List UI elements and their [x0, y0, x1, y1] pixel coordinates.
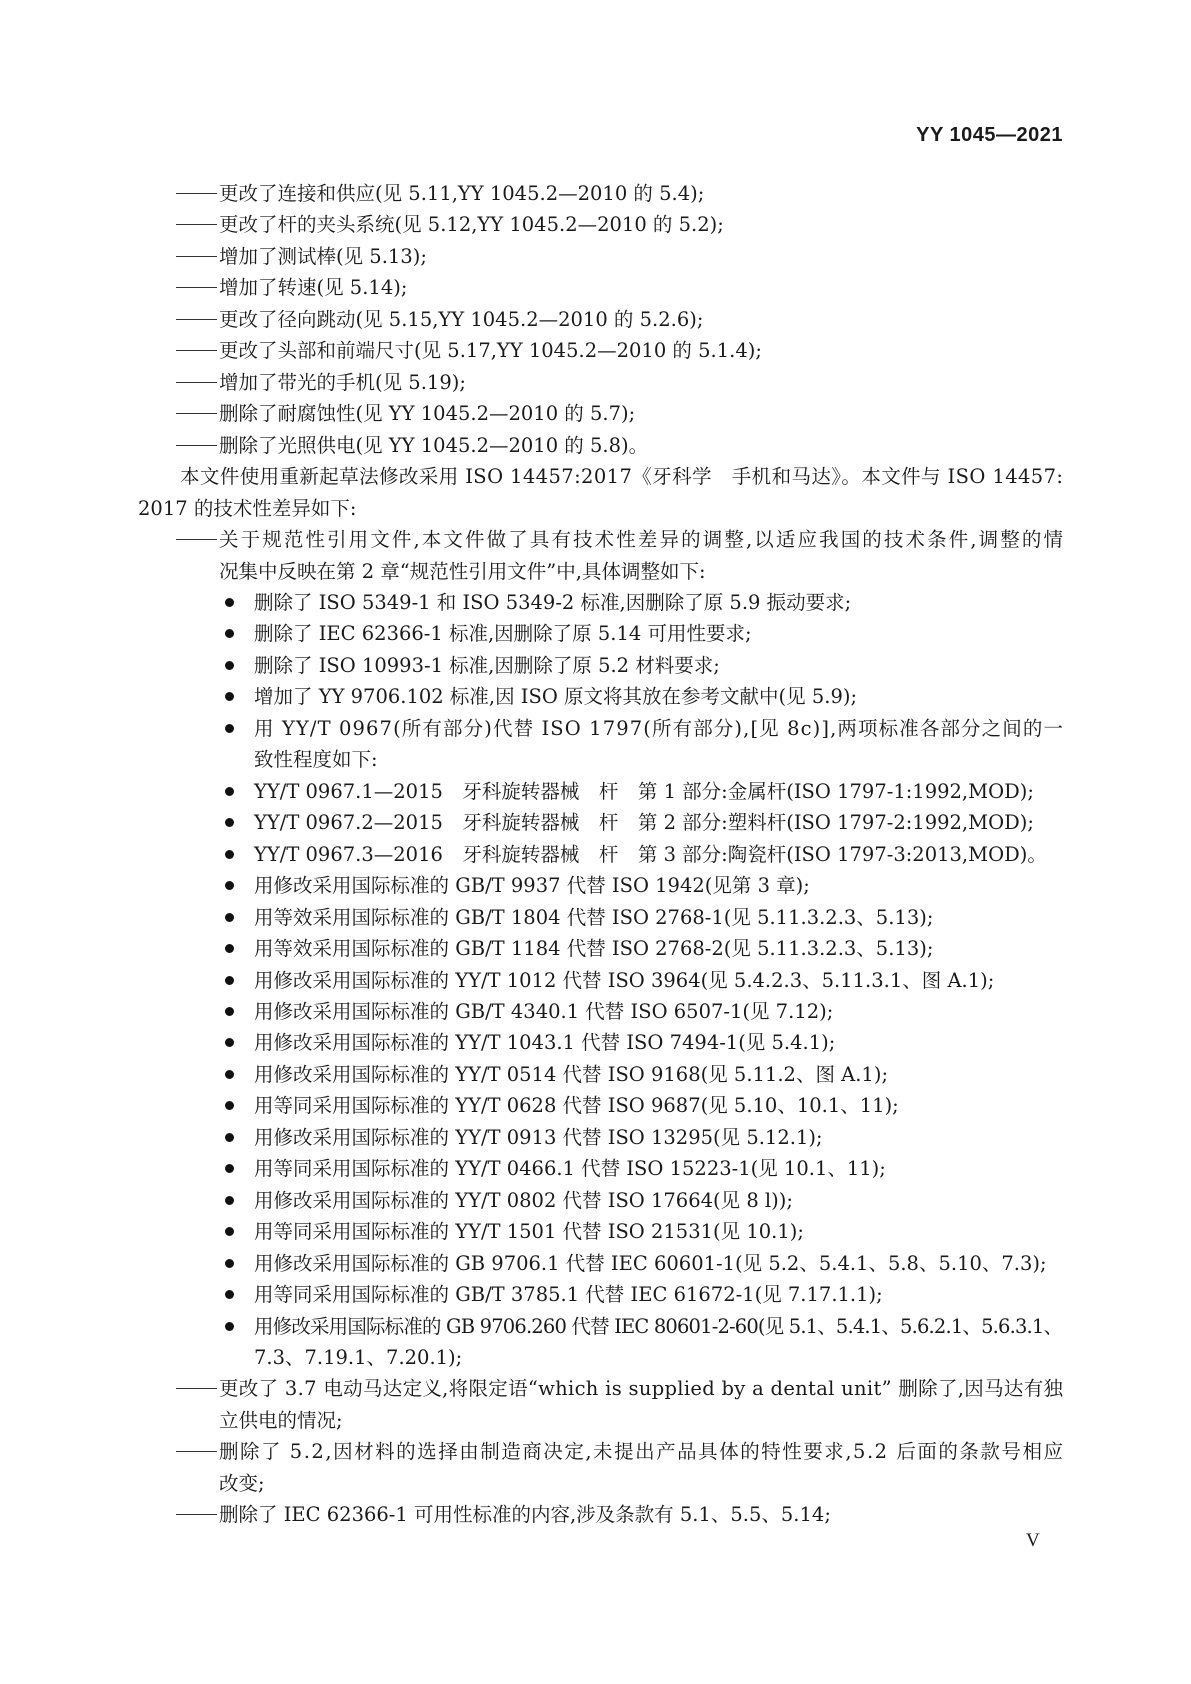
line-text: 用等同采用国际标准的 YY/T 1501 代替 ISO 21531(见 10.1);: [254, 1220, 804, 1244]
bullet-item: [254, 713, 1063, 744]
bullet-icon: [225, 976, 234, 985]
bullet-item: [254, 1122, 1063, 1153]
bullet-icon: [225, 1227, 234, 1236]
line-text: 更改了杆的夹头系统(见 5.12,YY 1045.2—2010 的 5.2);: [219, 213, 724, 237]
bullet-item: [254, 1153, 1063, 1184]
line-text: YY/T 0967.1—2015 牙科旋转器械 杆 第 1 部分:金属杆(ISO 1797-1:1992,MOD);: [254, 779, 1034, 803]
bullet-item: [254, 965, 1063, 996]
bullet-icon: [225, 881, 234, 890]
dash-marker-icon: [176, 1388, 217, 1389]
bullet-item: [254, 1248, 1063, 1279]
bullet-icon: [225, 692, 234, 701]
line-text: 关于规范性引用文件,本文件做了具有技术性差异的调整,以适应我国的技术条件,调整的情: [219, 528, 1066, 552]
bullet-item: [254, 1279, 1063, 1310]
line-text: 删除了 ISO 5349-1 和 ISO 5349-2 标准,因删除了原 5.9 振动要求;: [254, 590, 852, 614]
bullet-item: [254, 1027, 1063, 1058]
bullet-icon: [225, 1259, 234, 1268]
bullet-icon: [225, 787, 234, 796]
dash-marker-icon: [176, 1514, 217, 1515]
line-text: 用修改采用国际标准的 GB/T 4340.1 代替 ISO 6507-1(见 7.12);: [254, 999, 834, 1023]
change-list-item: [219, 367, 1063, 398]
bullet-item: [254, 681, 1063, 712]
bullet-item: [254, 1185, 1063, 1216]
bullet-icon: [225, 1070, 234, 1079]
line-text: 用修改采用国际标准的 GB 9706.1 代替 IEC 60601-1(见 5.2、5.4.1、5.8、5.10、7.3);: [254, 1251, 1047, 1275]
line-text: 删除了 ISO 10993-1 标准,因删除了原 5.2 材料要求;: [254, 653, 720, 677]
line-text: YY/T 0967.2—2015 牙科旋转器械 杆 第 2 部分:塑料杆(ISO 1797-2:1992,MOD);: [254, 811, 1034, 835]
bullet-icon: [225, 850, 234, 859]
bullet-item: [254, 618, 1063, 649]
dash-marker-icon: [176, 539, 217, 540]
dash-marker-icon: [176, 445, 217, 446]
bullet-item: [254, 839, 1063, 870]
bullet-icon: [225, 724, 234, 733]
line-text: 增加了测试棒(见 5.13);: [219, 244, 427, 268]
bullet-item: [254, 807, 1063, 838]
line-text: 增加了转速(见 5.14);: [219, 276, 408, 300]
page-number: V: [1026, 1530, 1040, 1551]
bullet-icon: [225, 1133, 234, 1142]
difference-item: [219, 524, 1066, 555]
difference-item: [219, 1405, 1063, 1436]
line-text: 用等同采用国际标准的 YY/T 0628 代替 ISO 9687(见 5.10、10.1、11);: [254, 1094, 899, 1118]
change-list-item: [219, 430, 1063, 461]
change-list-item: [219, 241, 1063, 272]
line-text: 更改了 3.7 电动马达定义,将限定语“which is supplied by a dental unit” 删除了,因马达有独: [219, 1377, 1064, 1401]
bullet-icon: [225, 661, 234, 670]
bullet-icon: [225, 1196, 234, 1205]
dash-marker-icon: [176, 413, 217, 414]
dash-marker-icon: [176, 287, 217, 288]
line-text: YY/T 0967.3—2016 牙科旋转器械 杆 第 3 部分:陶瓷杆(ISO 1797-3:2013,MOD)。: [254, 842, 1047, 866]
bullet-item: [254, 996, 1063, 1027]
line-text: 用修改采用国际标准的 YY/T 0802 代替 ISO 17664(见 8 l));: [254, 1188, 793, 1212]
line-text: 改变;: [219, 1471, 265, 1495]
dash-marker-icon: [176, 1451, 217, 1452]
standard-number-header: YY 1045—2021: [916, 124, 1063, 146]
line-text: 删除了光照供电(见 YY 1045.2—2010 的 5.8)。: [219, 433, 649, 457]
line-text: 更改了头部和前端尺寸(见 5.17,YY 1045.2—2010 的 5.1.4);: [219, 339, 762, 363]
paragraph-line: [138, 493, 1063, 524]
bullet-icon: [225, 1007, 234, 1016]
line-text: 致性程度如下:: [254, 748, 378, 772]
bullet-icon: [225, 913, 234, 922]
line-text: 7.3、7.19.1、7.20.1);: [254, 1346, 463, 1370]
difference-item: [219, 1468, 1063, 1499]
line-text: 删除了 IEC 62366-1 标准,因删除了原 5.14 可用性要求;: [254, 622, 752, 646]
line-text: 用修改采用国际标准的 YY/T 0514 代替 ISO 9168(见 5.11.2、图 A.1);: [254, 1062, 889, 1086]
bullet-item: [254, 870, 1063, 901]
line-text: 用等效采用国际标准的 GB/T 1184 代替 ISO 2768-2(见 5.11.3.2.3、5.13);: [254, 937, 934, 961]
line-text: 更改了连接和供应(见 5.11,YY 1045.2—2010 的 5.4);: [219, 182, 705, 205]
change-list-item: [219, 304, 1063, 335]
line-text: 用等同采用国际标准的 GB/T 3785.1 代替 IEC 61672-1(见 7.17.1.1);: [254, 1283, 883, 1307]
bullet-item: [254, 1216, 1063, 1247]
difference-item: [219, 556, 1063, 587]
line-text: 用修改采用国际标准的 YY/T 1043.1 代替 ISO 7494-1(见 5.4.1);: [254, 1031, 836, 1055]
dash-marker-icon: [176, 193, 217, 194]
dash-marker-icon: [176, 319, 217, 320]
line-text: 用修改采用国际标准的 GB 9706.260 代替 IEC 80601-2-60(见 5.1、5.4.1、5.6.2.1、5.6.3.1、: [254, 1314, 1063, 1338]
bullet-icon: [225, 598, 234, 607]
line-text: 删除了 5.2,因材料的选择由制造商决定,未提出产品具体的特性要求,5.2 后面的条款号相应: [219, 1440, 1065, 1464]
bullet-item: [254, 1342, 1063, 1373]
line-text: 用 YY/T 0967(所有部分)代替 ISO 1797(所有部分),[见 8c)],两项标准各部分之间的一: [254, 716, 1065, 740]
line-text: 用修改采用国际标准的 GB/T 9937 代替 ISO 1942(见第 3 章);: [254, 874, 810, 898]
change-list-item: [219, 398, 1063, 429]
bullet-icon: [225, 1322, 234, 1331]
bullet-item: [254, 1311, 1063, 1342]
bullet-item: [254, 587, 1063, 618]
change-list-item: [219, 209, 1063, 240]
line-text: 删除了 IEC 62366-1 可用性标准的内容,涉及条款有 5.1、5.5、5.14;: [219, 1503, 831, 1527]
bullet-icon: [225, 629, 234, 638]
line-text: 立供电的情况;: [219, 1408, 343, 1432]
difference-item: [219, 1499, 1063, 1530]
dash-marker-icon: [176, 382, 217, 383]
bullet-icon: [225, 818, 234, 827]
bullet-item: [254, 744, 1063, 775]
bullet-icon: [225, 1038, 234, 1047]
dash-marker-icon: [176, 350, 217, 351]
bullet-item: [254, 1090, 1063, 1121]
line-text: 况集中反映在第 2 章“规范性引用文件”中,具体调整如下:: [219, 559, 706, 583]
bullet-item: [254, 1059, 1063, 1090]
change-list-item: [219, 272, 1063, 303]
bullet-item: [254, 933, 1063, 964]
line-text: 本文件使用重新起草法修改采用 ISO 14457:2017《牙科学 手机和马达》。本文件与 ISO 14457:: [180, 465, 1064, 489]
line-text: 用等效采用国际标准的 GB/T 1804 代替 ISO 2768-1(见 5.11.3.2.3、5.13);: [254, 905, 934, 929]
bullet-icon: [225, 1101, 234, 1110]
bullet-item: [254, 650, 1063, 681]
bullet-icon: [225, 1290, 234, 1299]
line-text: 用修改采用国际标准的 YY/T 0913 代替 ISO 13295(见 5.12.1);: [254, 1125, 823, 1149]
bullet-item: [254, 776, 1063, 807]
change-list-item: [219, 335, 1063, 366]
bullet-icon: [225, 1164, 234, 1173]
line-text: 删除了耐腐蚀性(见 YY 1045.2—2010 的 5.7);: [219, 402, 636, 426]
dash-marker-icon: [176, 224, 217, 225]
bullet-icon: [225, 944, 234, 953]
bullet-item: [254, 902, 1063, 933]
change-list-item: [219, 178, 1063, 209]
line-text: 增加了带光的手机(见 5.19);: [219, 370, 466, 394]
line-text: 更改了径向跳动(见 5.15,YY 1045.2—2010 的 5.2.6);: [219, 307, 704, 331]
line-text: 2017 的技术性差异如下:: [138, 496, 357, 520]
line-text: 用修改采用国际标准的 YY/T 1012 代替 ISO 3964(见 5.4.2.3、5.11.3.1、图 A.1);: [254, 968, 995, 992]
difference-item: [219, 1373, 1063, 1404]
line-text: 增加了 YY 9706.102 标准,因 ISO 原文将其放在参考文献中(见 5.9);: [254, 685, 858, 709]
difference-item: [219, 1436, 1063, 1467]
line-text: 用等同采用国际标准的 YY/T 0466.1 代替 ISO 15223-1(见 10.1、11);: [254, 1157, 886, 1181]
dash-marker-icon: [176, 256, 217, 257]
paragraph-line: [180, 461, 1063, 492]
